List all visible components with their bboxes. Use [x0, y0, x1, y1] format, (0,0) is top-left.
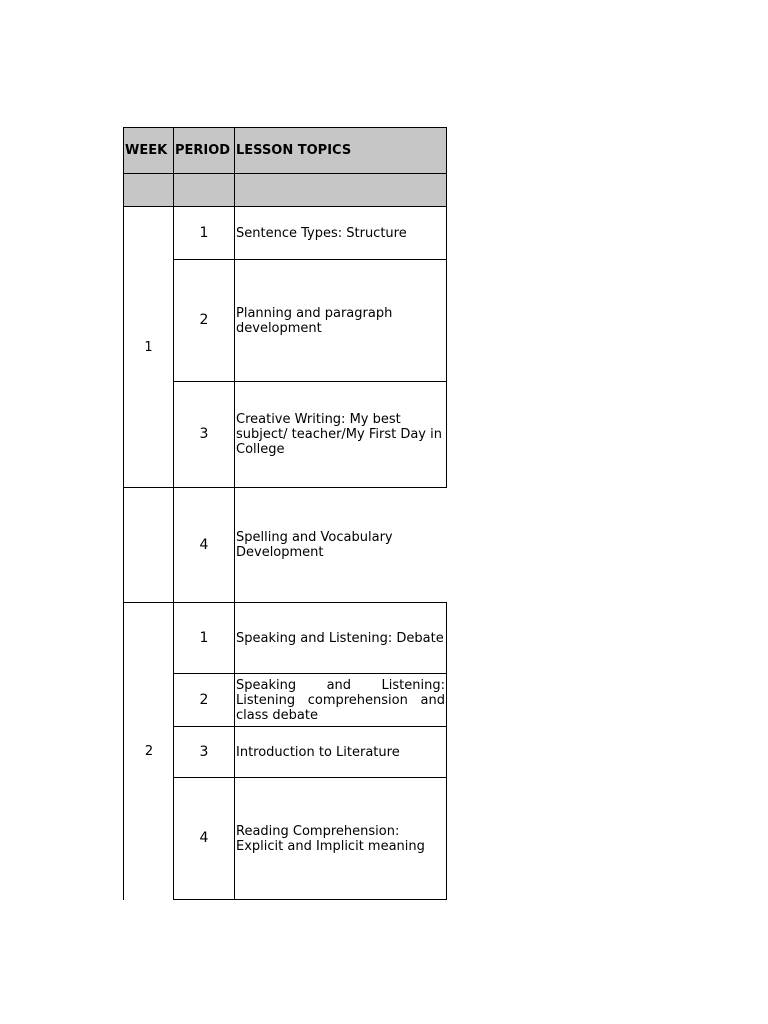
topic-text: Reading Comprehension: Explicit and Implicit meaning: [236, 823, 425, 854]
period-number: 2: [199, 691, 209, 708]
period-cell: [173, 487, 235, 603]
topic-cell: [234, 777, 447, 900]
header-period-label: PERIOD: [175, 143, 231, 158]
header-period: [173, 127, 235, 174]
period-cell: [173, 777, 235, 900]
period-cell: [173, 381, 235, 488]
blank-header-cell: [234, 173, 447, 207]
topic-text: Planning and paragraph development: [236, 305, 393, 336]
week-cell: [123, 206, 174, 488]
topic-text: Speaking and Listening: Debate: [236, 630, 444, 646]
topic-cell: [234, 206, 447, 260]
header-week: [123, 127, 174, 174]
header-topics-label: LESSON TOPICS: [236, 143, 352, 158]
header-week-label: WEEK: [125, 143, 168, 158]
topic-cell: [234, 381, 447, 488]
topic-cell: [234, 487, 447, 603]
topic-cell: [234, 673, 447, 727]
topic-text: Creative Writing: My best subject/ teacher/My First Day in College: [236, 412, 442, 457]
topic-text: Sentence Types: Structure: [236, 225, 407, 241]
period-number: 4: [199, 830, 209, 846]
blank-header-cell: [173, 173, 235, 207]
period-number: 3: [199, 743, 209, 760]
period-number: 3: [199, 426, 209, 442]
topic-cell: [234, 726, 447, 778]
topic-text: Introduction to Literature: [236, 744, 400, 760]
topic-text: Spelling and Vocabulary Development: [236, 530, 393, 560]
week-cell-blank: [123, 487, 174, 603]
period-number: 1: [199, 224, 209, 241]
week-number: 2: [144, 744, 154, 759]
topic-cell: [234, 259, 447, 382]
blank-header-cell: [123, 173, 174, 207]
period-cell: [173, 259, 235, 382]
period-cell: [173, 673, 235, 727]
week-cell: [123, 602, 174, 900]
period-number: 2: [199, 312, 209, 328]
topic-cell: [234, 602, 447, 674]
header-topics: [234, 127, 447, 174]
period-cell: [173, 726, 235, 778]
week-number: 1: [144, 339, 153, 355]
topic-text: Speaking and Listening: Listening comprehension and class debate: [236, 677, 445, 723]
period-cell: [173, 602, 235, 674]
period-cell: [173, 206, 235, 260]
period-number: 4: [199, 536, 209, 553]
period-number: 1: [199, 629, 209, 646]
